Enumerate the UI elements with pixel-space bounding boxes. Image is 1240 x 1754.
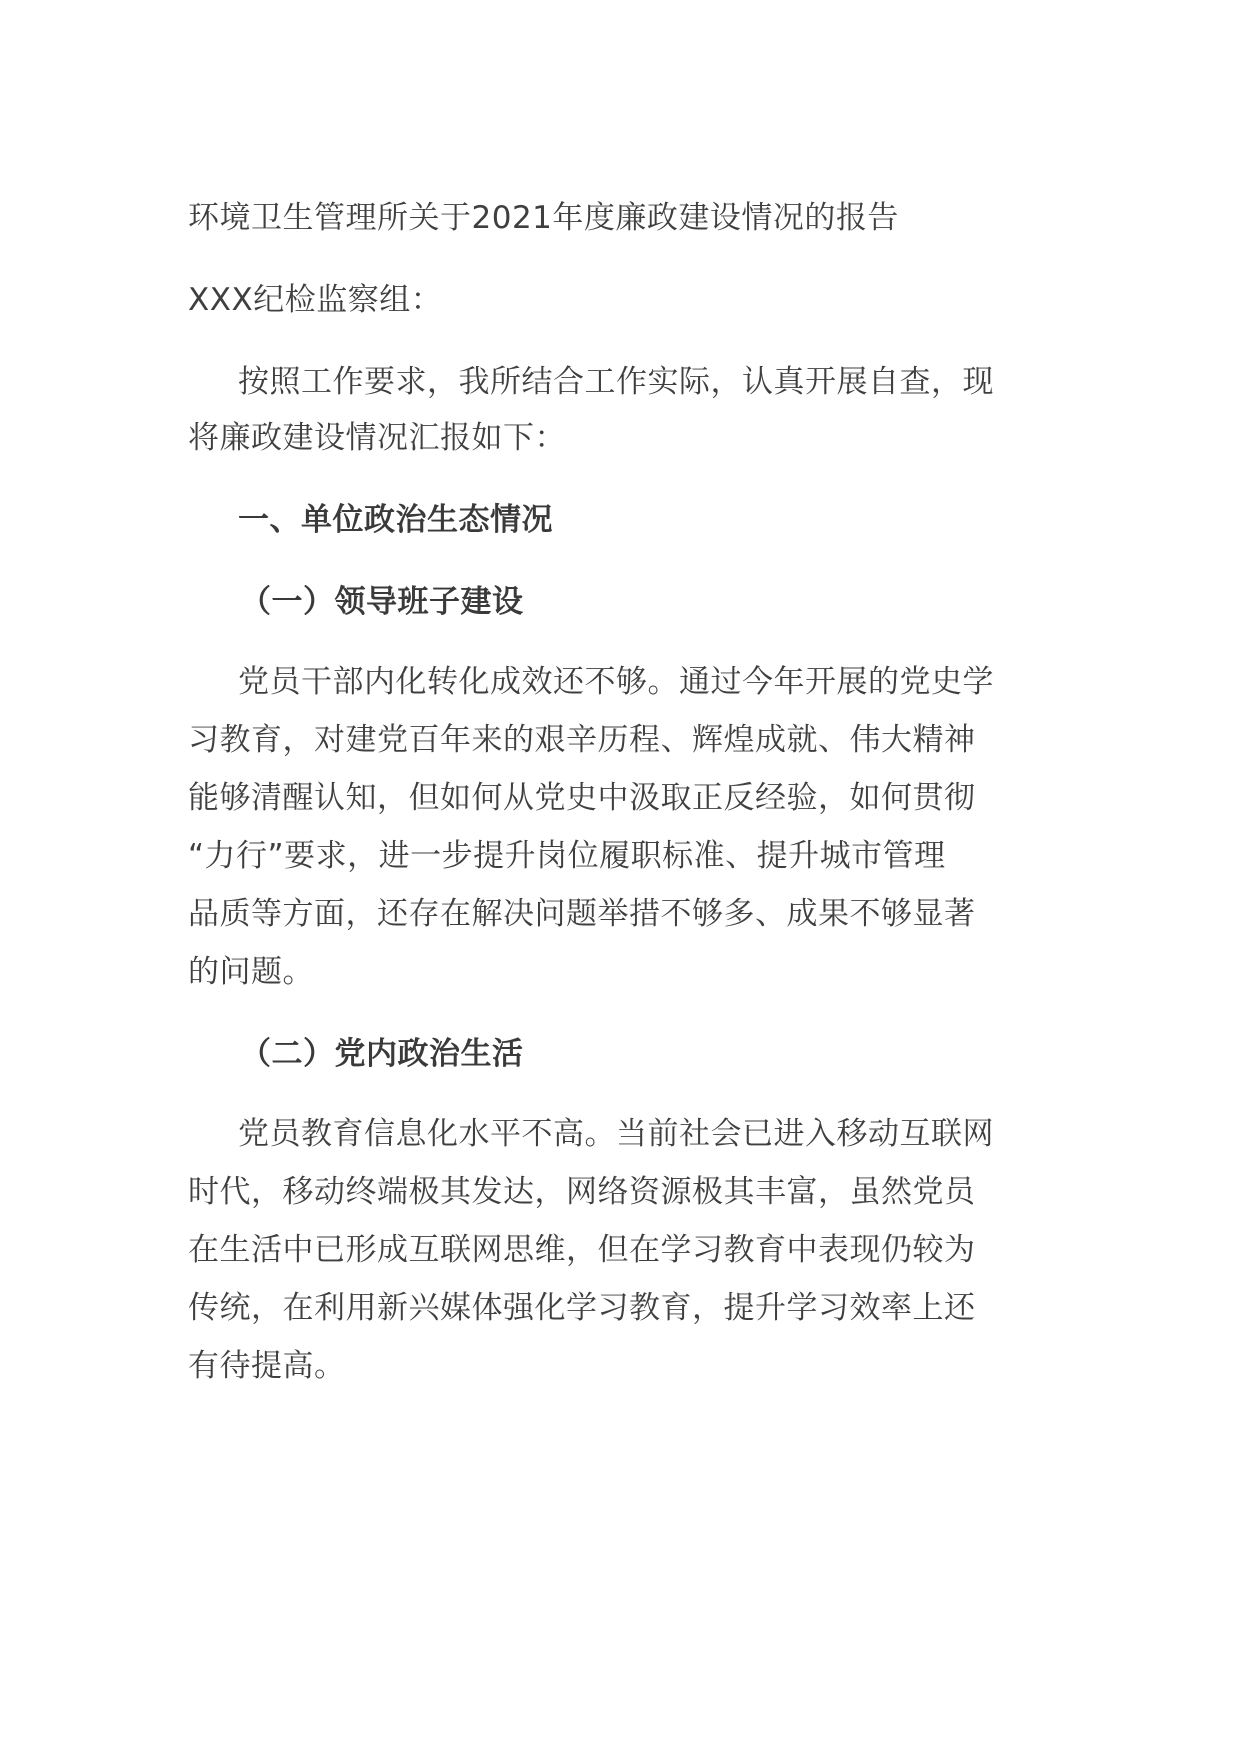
- paragraph-2-line-3: 在生活中已形成互联网思维，但在学习教育中表现仍较为: [188, 1232, 976, 1268]
- subsection-heading-2: （二）党内政治生活: [240, 1036, 524, 1072]
- paragraph-1-line-1: 党员干部内化转化成效还不够。通过今年开展的党史学: [238, 664, 994, 700]
- paragraph-1-line-6: 的问题。: [188, 954, 314, 990]
- document-title: 环境卫生管理所关于2021年度廉政建设情况的报告: [188, 200, 899, 236]
- section-heading-1: 一、单位政治生态情况: [238, 502, 553, 538]
- salutation: XXX纪检监察组：: [188, 282, 443, 318]
- paragraph-1-line-5: 品质等方面，还存在解决问题举措不够多、成果不够显著: [188, 896, 976, 932]
- paragraph-2-line-2: 时代，移动终端极其发达，网络资源极其丰富，虽然党员: [188, 1174, 976, 1210]
- paragraph-2-line-5: 有待提高。: [188, 1348, 346, 1384]
- intro-line-1: 按照工作要求，我所结合工作实际，认真开展自查，现: [238, 364, 994, 400]
- paragraph-1-line-3: 能够清醒认知，但如何从党史中汲取正反经验，如何贯彻: [188, 780, 976, 816]
- paragraph-1-line-2: 习教育，对建党百年来的艰辛历程、辉煌成就、伟大精神: [188, 722, 976, 758]
- paragraph-1-line-4: “力行”要求，进一步提升岗位履职标准、提升城市管理: [188, 838, 946, 874]
- paragraph-2-line-1: 党员教育信息化水平不高。当前社会已进入移动互联网: [238, 1116, 994, 1152]
- paragraph-2-line-4: 传统，在利用新兴媒体强化学习教育，提升学习效率上还: [188, 1290, 976, 1326]
- subsection-heading-1: （一）领导班子建设: [240, 584, 524, 620]
- intro-line-2: 将廉政建设情况汇报如下：: [188, 420, 566, 456]
